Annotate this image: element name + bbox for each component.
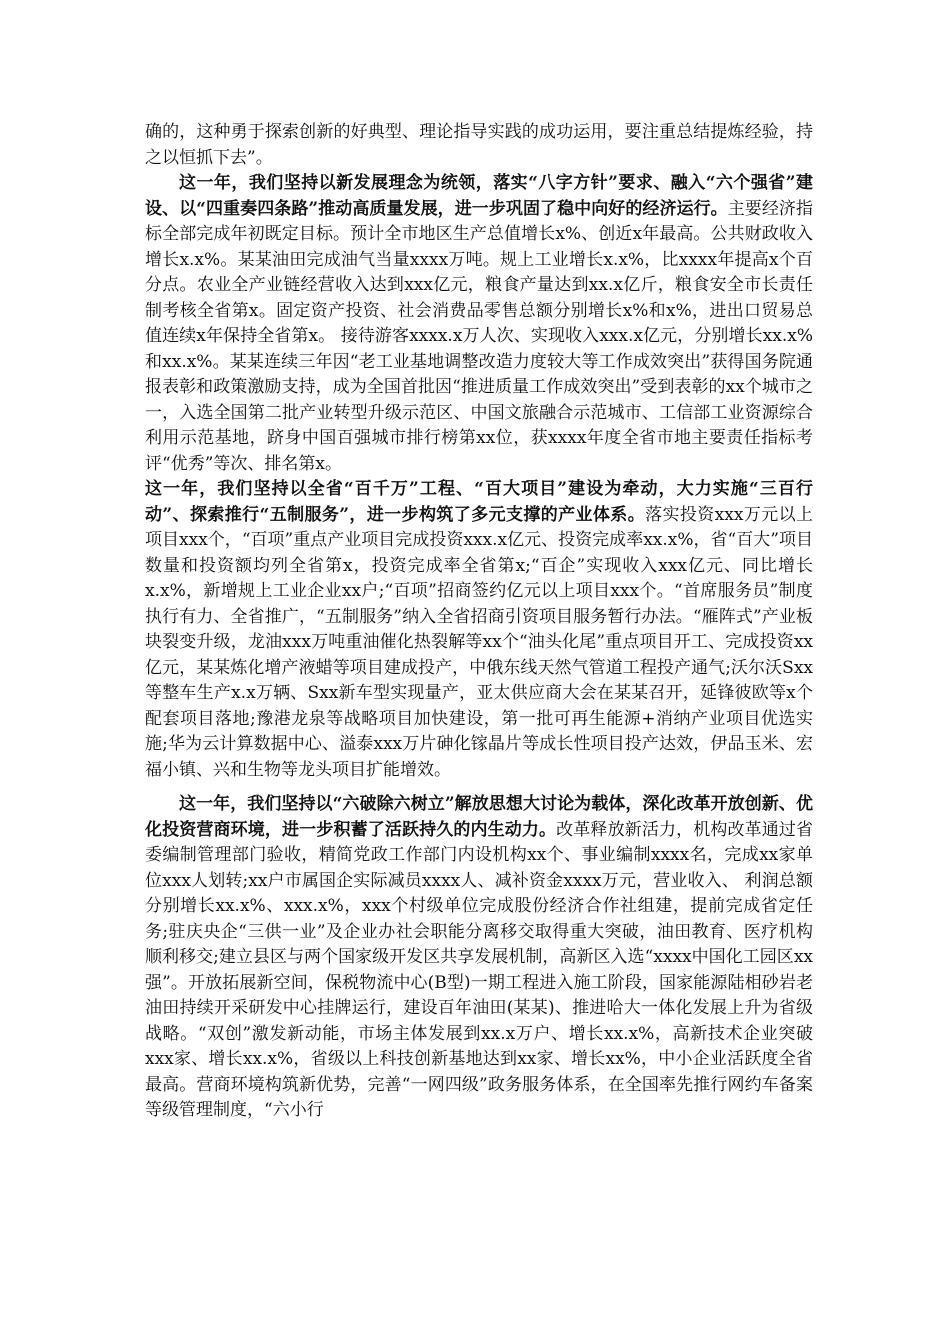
paragraph-4-text: 改革释放新活力，机构改革通过省委编制管理部门验收，精简党政工作部门内设机构xx个、事业编制xxxx名，完成xx家单位xxx人划转;xx户市属国企实际减员xxxx人、减补资金xxxx万元，营业收入、 利润总额分别增长xx.x%、xxx.x%，xxx个村级单位完成股份经济合作社组建，提前完成省定任务;驻庆央企“三供一业”及企业办社会职能分离移交取得重大突破，油田教育、医疗机构顺利移交;建立县区与两个国家级开发区共享发展机制，高新区入选“xxxx中国化工园区xx强”。开放拓展新空间，保税物流中心(B型)一期工程进入施工阶段，国家能源陆相砂岩老油田持续开采研发中心挂牌运行，建设百年油田(某某)、推进哈大一体化发展上升为省级战略。“双创”激发新动能，市场主体发展到xx.x万户、增长xx.x%，高新技术企业突破xxx家、增长xx.x%，省级以上科技创新基地达到xx家、增长xx%，中小企业活跃度全省最高。营商环境构筑新优势，完善“一网四级”政务服务体系，在全国率先推行网约车备案等级管理制度，“六小行 bbox=[145, 819, 814, 1120]
paragraph-3-text: 落实投资xxx万元以上项目xxx个，“百项”重点产业项目完成投资xxx.x亿元、投资完成率xx.x%，省“百大”项目数量和投资额均列全省第x，投资完成率全省第x;“百企”实现收入xxx亿元、同比增长x.x%，新增规上工业企业xx户;“百项”招商签约亿元以上项目xxx个。“首席服务员”制度执行有力、全省推广，“五制服务”纳入全省招商引资项目服务暂行办法。“雁阵式”产业板块裂变升级，龙油xxx万吨重油催化热裂解等xx个“油头化尾”重点项目开工、完成投资xx亿元，某某炼化增产液蜡等项目建成投产，中俄东线天然气管道工程投产通气;沃尔沃Sxx等整车生产x.x万辆、Sxx新车型实现量产，亚太供应商大会在某某召开，延锋彼欧等x个配套项目落地;豫港龙泉等战略项目加快建设，第一批可再生能源+消纳产业项目优选实施;华为云计算数据中心、溢泰xxx万片砷化镓晶片等成长性项目投产达效，伊品玉米、宏福小镇、兴和生物等龙头项目扩能增效。 bbox=[145, 504, 813, 780]
paragraph-2-lead: 这一年，我们坚持以新发展理念为统领，落实“八字方针”要求、融入“六个强省”建设、以“四重奏四条路”推动高质量发展，进一步巩固了稳中向好的经济运行。 bbox=[145, 173, 813, 219]
document-body bbox=[145, 120, 813, 1124]
paragraph-4-lead: 这一年，我们坚持以“六破除六树立”解放思想大讨论为载体，深化改革开放创新、优化投资营商环境，进一步积蓄了活跃持久的内生动力。 bbox=[145, 794, 813, 840]
paragraph-2 bbox=[145, 171, 813, 477]
paragraph-1 bbox=[145, 120, 813, 171]
paragraph-3 bbox=[145, 477, 813, 783]
paragraph-3-lead: 这一年，我们坚持以全省“百千万”工程、“百大项目”建设为牵动，大力实施“三百行动”、探索推行“五制服务”，进一步构筑了多元支撑的产业体系。 bbox=[145, 479, 813, 525]
paragraph-4 bbox=[145, 792, 813, 1124]
paragraph-1-text: 确的，这种勇于探索创新的好典型、理论指导实践的成功运用，要注重总结提炼经验，持之以恒抓下去”。 bbox=[145, 122, 813, 168]
paragraph-2-text: 主要经济指标全部完成年初既定目标。预计全市地区生产总值增长x%、创近x年最高。公共财政收入增长x.x%。某某油田完成油气当量xxxx万吨。规上工业增长x.x%，比xxxx年提高x个百分点。农业全产业链经营收入达到xxx亿元，粮食产量达到xx.x亿斤，粮食安全市长责任制考核全省第x。固定资产投资、社会消费品零售总额分别增长x%和x%，进出口贸易总值连续x年保持全省第x。 接待游客xxxx.x万人次、实现收入xxx.x亿元，分别增长xx.x%和xx.x%。某某连续三年因“老工业基地调整改造力度较大等工作成效突出”获得国务院通报表彰和政策激励支持，成为全国首批因“推进质量工作成效突出”受到表彰的xx个城市之一，入选全国第二批产业转型升级示范区、中国文旅融合示范城市、工信部工业资源综合利用示范基地，跻身中国百强城市排行榜第xx位，获xxxx年度全省市地主要责任指标考评“优秀”等次、排名第x。 bbox=[145, 198, 813, 474]
